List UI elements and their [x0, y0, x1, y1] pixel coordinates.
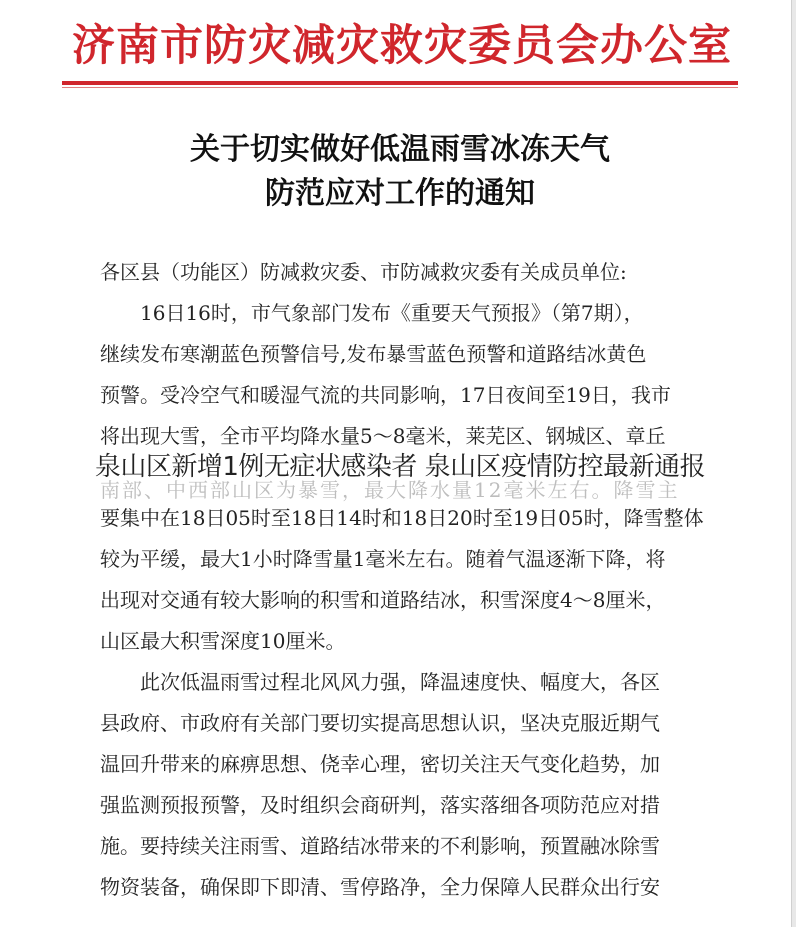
issuing-organization: 济南市防灾减灾救灾委员会办公室 — [72, 21, 732, 71]
obscured-text-line: 南部、中西部山区为暴雪，最大降水量12毫米左右。降雪主 — [100, 478, 680, 502]
salutation: 各区县（功能区）防减救灾委、市防减救灾委有关成员单位: — [100, 260, 627, 284]
text-line: 将出现大雪，全市平均降水量5～8毫米，莱芜区、钢城区、章丘 — [100, 424, 666, 448]
text-line: 预警。受冷空气和暖湿气流的共同影响，17日夜间至19日，我市 — [100, 383, 671, 407]
text-line: 此次低温雨雪过程北风风力强，降温速度快、幅度大，各区 — [140, 670, 660, 694]
text-line: 强监测预报预警，及时组织会商研判，落实落细各项防范应对措 — [100, 793, 660, 817]
header-red-rule — [62, 81, 738, 85]
text-line: 要集中在18日05时至18日14时和18日20时至19日05时，降雪整体 — [100, 506, 704, 530]
document-body — [100, 252, 704, 908]
paragraph-2 — [100, 662, 700, 908]
text-line: 较为平缓，最大1小时降雪量1毫米左右。随着气温逐渐下降，将 — [100, 547, 666, 571]
text-line: 山区最大积雪深度10厘米。 — [100, 629, 346, 653]
text-line: 继续发布寒潮蓝色预警信号,发布暴雪蓝色预警和道路结冰黄色 — [100, 342, 647, 366]
text-line: 出现对交通有较大影响的积雪和道路结冰，积雪深度4～8厘米， — [100, 588, 666, 612]
text-line: 物资装备，确保即下即清、雪停路净，全力保障人民群众出行安 — [100, 875, 660, 899]
overlay-caption: 泉山区新增1例无症状感染者 泉山区疫情防控最新通报 — [94, 452, 706, 482]
title-line-2: 防范应对工作的通知 — [265, 176, 535, 211]
text-line: 县政府、市政府有关部门要切实提高思想认识，坚决克服近期气 — [100, 711, 660, 735]
text-line: 温回升带来的麻痹思想、侥幸心理，密切关注天气变化趋势，加 — [100, 752, 660, 776]
text-line: 16日16时，市气象部门发布《重要天气预报》（第7期）， — [140, 301, 644, 325]
text-line: 施。要持续关注雨雪、道路结冰带来的不利影响，预置融冰除雪 — [100, 834, 660, 858]
title-line-1: 关于切实做好低温雨雪冰冻天气 — [190, 132, 610, 167]
header-red-rule-thin — [62, 87, 738, 88]
document-title — [150, 128, 650, 216]
